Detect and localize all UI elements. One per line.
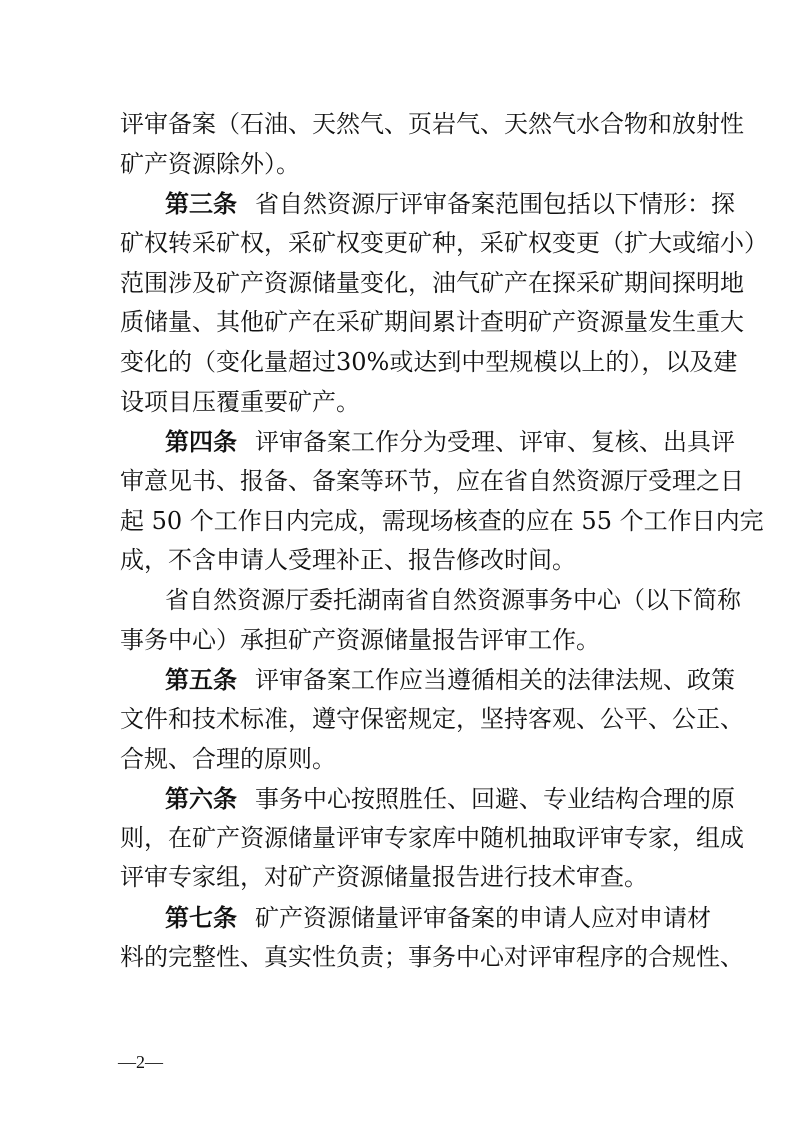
line-text: 起 50 个工作日内完成，需现场核查的应在 55 个工作日内完 <box>120 506 764 535</box>
text-line <box>120 383 683 423</box>
text-line <box>120 621 683 661</box>
line-text: 评审备案工作应当遵循相关的法律法规、政策 <box>255 666 735 695</box>
line-text: 范围涉及矿产资源储量变化，油气矿产在探采矿期间探明地 <box>120 268 744 297</box>
line-text: 质储量、其他矿产在采矿期间累计查明矿产资源量发生重大 <box>120 308 744 337</box>
text-line <box>120 343 738 383</box>
line-text: 省自然资源厅评审备案范围包括以下情形：探 <box>255 190 735 219</box>
line-text: 变化的（变化量超过30%或达到中型规模以上的），以及建 <box>120 347 738 376</box>
text-line <box>120 502 764 542</box>
line-text: 审意见书、报备、备案等环节，应在省自然资源厅受理之日 <box>120 466 744 495</box>
line-text: 评审备案（石油、天然气、页岩气、天然气水合物和放射性 <box>120 110 744 138</box>
line-text: 事务中心按照胜任、回避、专业结构合理的原 <box>255 785 735 814</box>
text-line <box>120 581 741 621</box>
line-text: 省自然资源厅委托湖南省自然资源事务中心（以下简称 <box>165 585 741 614</box>
line-text: 文件和技术标准，遵守保密规定，坚持客观、公平、公正、 <box>120 704 744 733</box>
text-line <box>120 779 735 819</box>
line-text: 合规、合理的原则。 <box>120 744 336 773</box>
article-heading: 第五条 <box>165 665 237 695</box>
text-line <box>120 105 744 145</box>
text-line <box>120 740 683 780</box>
line-text: 成，不含申请人受理补正、报告修改时间。 <box>120 546 576 575</box>
text-line <box>120 422 735 462</box>
line-text: 则，在矿产资源储量评审专家库中随机抽取评审专家，组成 <box>120 823 744 852</box>
text-line <box>120 938 744 978</box>
text-line <box>120 700 744 740</box>
article-heading: 第七条 <box>165 903 237 933</box>
line-text: 矿产资源储量评审备案的申请人应对申请材 <box>255 904 711 933</box>
line-text: 矿权转采矿权，采矿权变更矿种，采矿权变更（扩大或缩小） <box>120 228 768 257</box>
text-line <box>120 898 711 938</box>
text-line <box>120 858 683 898</box>
page-number: —2— <box>118 1052 163 1072</box>
article-heading: 第三条 <box>165 189 237 219</box>
text-line <box>120 541 683 581</box>
article-heading: 第六条 <box>165 784 237 814</box>
text-line <box>120 184 735 224</box>
line-text: 事务中心）承担矿产资源储量报告评审工作。 <box>120 625 600 654</box>
line-text: 料的完整性、真实性负责；事务中心对评审程序的合规性、 <box>120 942 744 971</box>
text-line <box>120 264 744 304</box>
line-text: 评审备案工作分为受理、评审、复核、出具评 <box>255 428 735 457</box>
text-line <box>120 224 768 264</box>
text-line <box>120 819 744 859</box>
line-text: 设项目压覆重要矿产。 <box>120 387 360 416</box>
line-text: 矿产资源除外）。 <box>120 149 300 178</box>
text-line <box>120 660 735 700</box>
line-text: 评审专家组，对矿产资源储量报告进行技术审查。 <box>120 863 648 892</box>
article-heading: 第四条 <box>165 427 237 457</box>
text-line <box>120 462 744 502</box>
text-line <box>120 145 683 185</box>
document-body <box>120 105 768 977</box>
text-line <box>120 303 744 343</box>
